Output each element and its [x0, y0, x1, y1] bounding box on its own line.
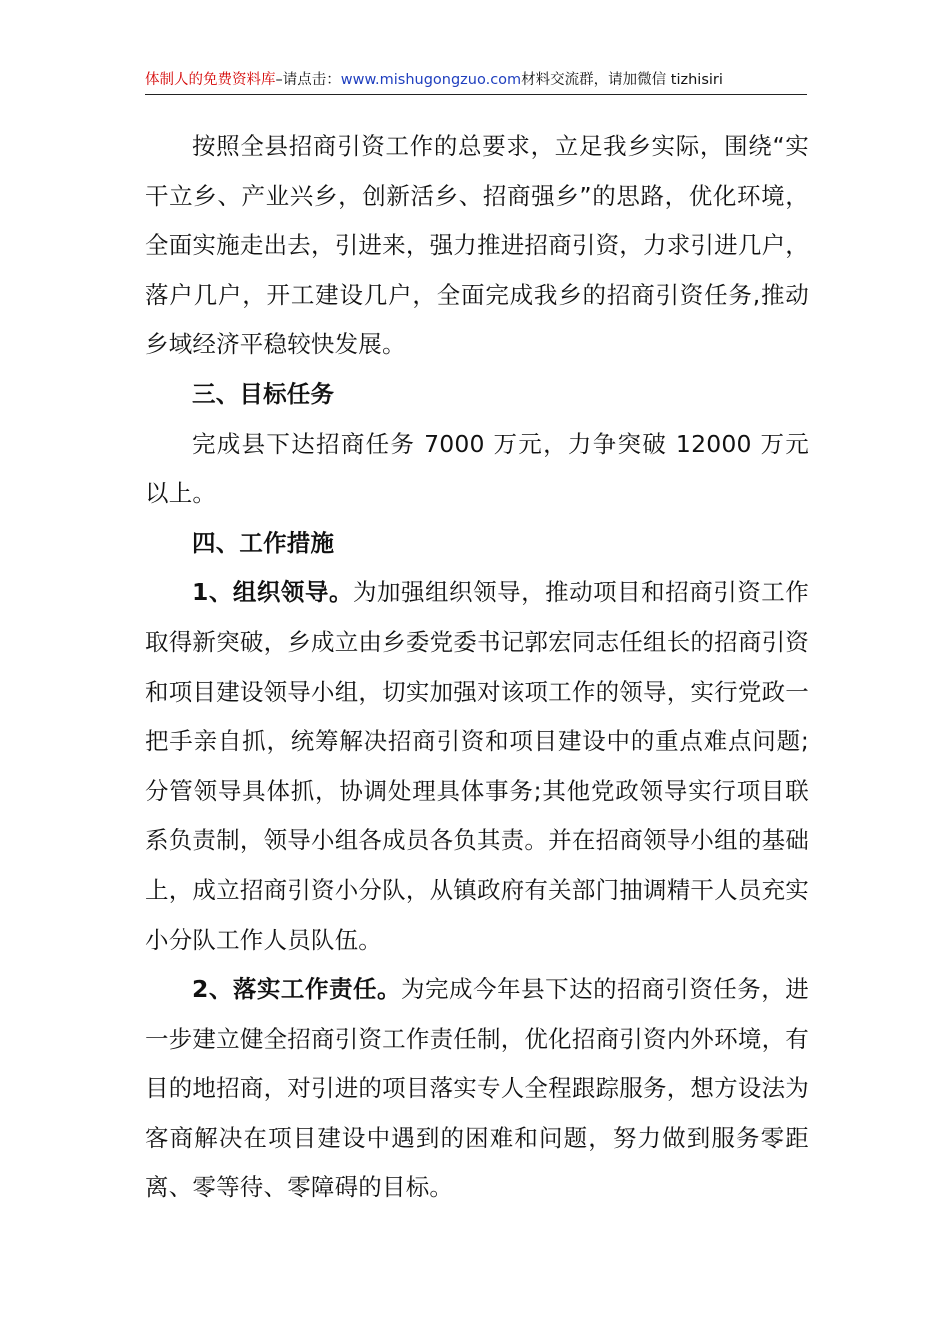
- paragraph-measure-1: [145, 568, 809, 965]
- header-url-link[interactable]: www.mishugongzuo.com: [340, 72, 522, 88]
- measure-2-text: 为完成今年县下达的招商引资任务，进一步建立健全招商引资工作责任制，优化招商引资内外环境，有目的地招商，对引进的项目落实专人全程跟踪服务，想方设法为客商解决在项目建设中遇到的困难和问题，努力做到服务零距离、零等待、零障碍的目标。: [145, 975, 809, 1202]
- paragraph-intro: 按照全县招商引资工作的总要求，立足我乡实际，围绕“实干立乡、产业兴乡，创新活乡、招商强乡”的思路，优化环境，全面实施走出去，引进来，强力推进招商引资，力求引进几户，落户几户，开工建设几户，全面完成我乡的招商引资任务,推动乡域经济平稳较快发展。: [145, 132, 809, 359]
- page-header: [145, 68, 807, 95]
- header-prompt: –请点击：: [275, 72, 341, 88]
- section-heading-measures: 四、工作措施: [192, 528, 335, 557]
- section-heading-targets: 三、目标任务: [192, 379, 335, 408]
- header-brand: 体制人的免费资料库: [145, 72, 276, 88]
- paragraph-measure-2: [145, 965, 809, 1213]
- paragraph-targets: 完成县下达招商任务 7000 万元，力争突破 12000 万元以上。: [145, 429, 809, 508]
- measure-2-title: 2、落实工作责任。: [192, 975, 402, 1004]
- header-note: 材料交流群，请加微信 tizhisiri: [521, 72, 723, 88]
- measure-1-title: 1、组织领导。: [192, 578, 353, 607]
- document-body: [145, 122, 809, 1213]
- measure-1-text: 为加强组织领导，推动项目和招商引资工作取得新突破，乡成立由乡委党委书记郭宏同志任组长的招商引资和项目建设领导小组，切实加强对该项工作的领导，实行党政一把手亲自抓，统筹解决招商引资和项目建设中的重点难点问题;分管领导具体抓，协调处理具体事务;其他党政领导实行项目联系负责制，领导小组各成员各负其责。并在招商领导小组的基础上，成立招商引资小分队，从镇政府有关部门抽调精干人员充实小分队工作人员队伍。: [145, 578, 809, 954]
